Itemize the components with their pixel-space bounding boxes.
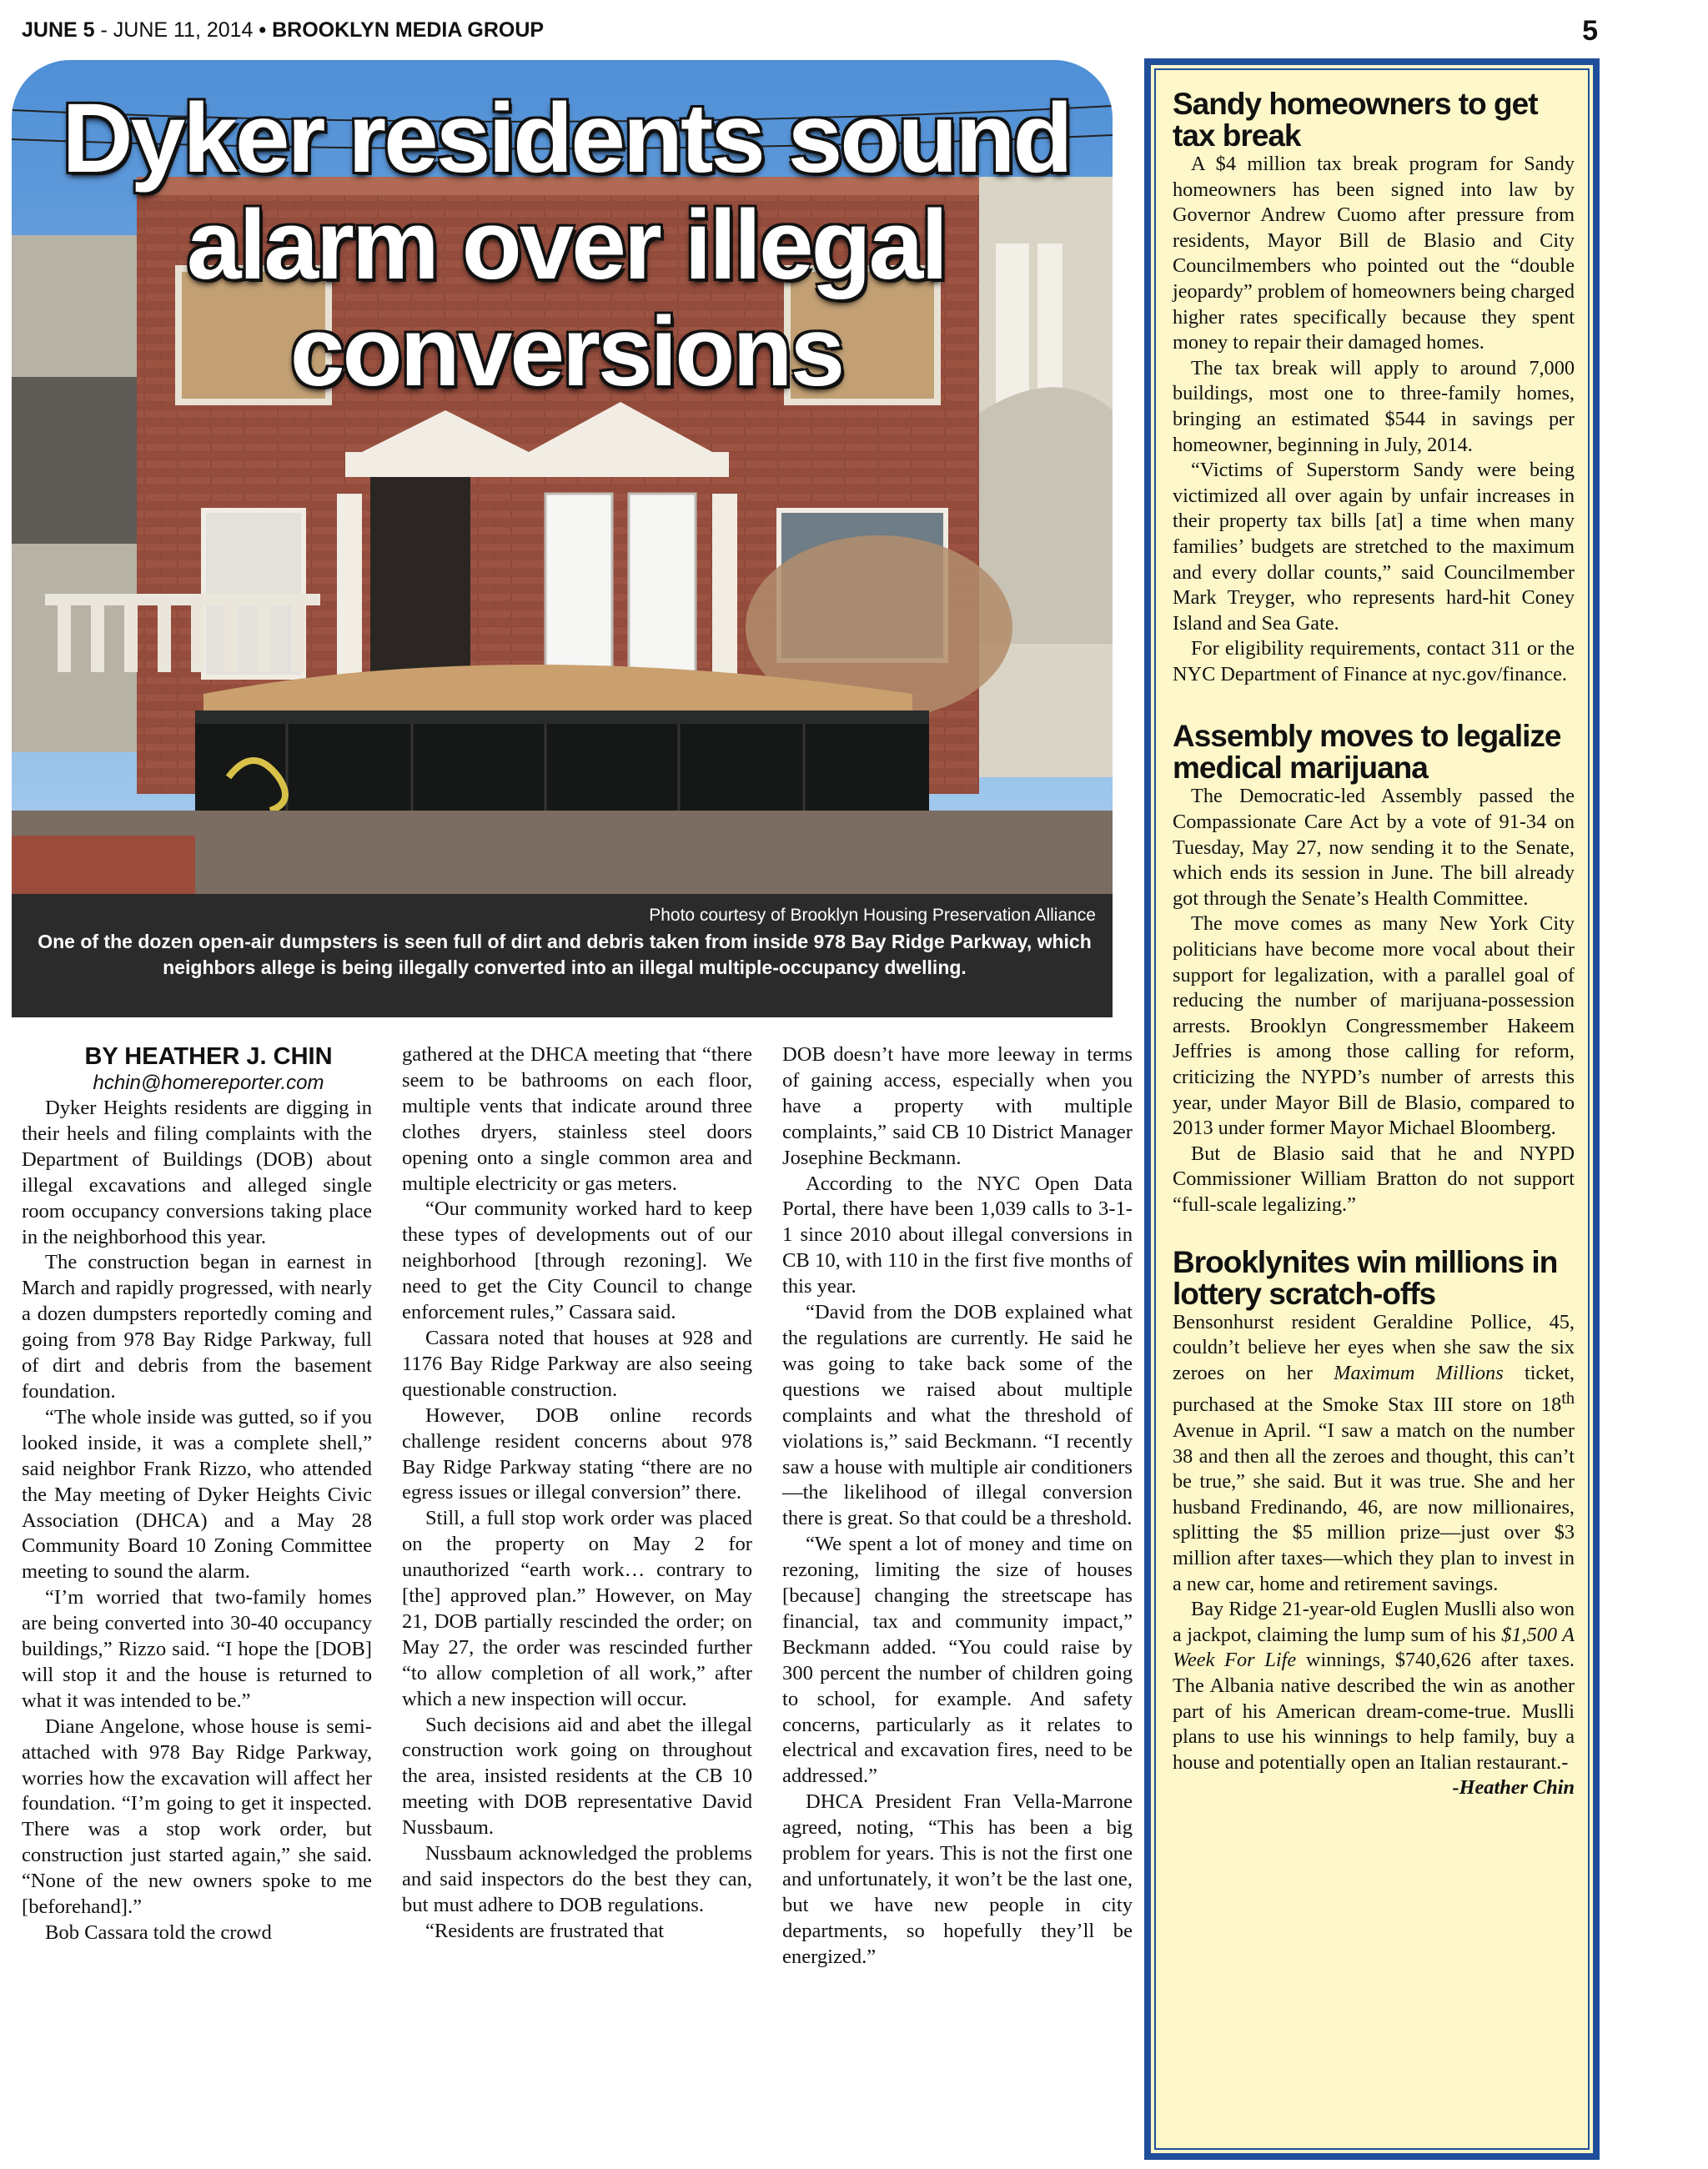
ordinal-suffix: th — [1561, 1389, 1575, 1408]
paragraph: gathered at the DHCA meeting that “there seem to be bathrooms on each floor, multiple vents that indicate around three clothes dryers, stainless steel doors opening onto a single common area and multiple electricity or gas meters. — [402, 1043, 752, 1195]
brief-title-marijuana: Assembly moves to legalize medical marijuana — [1173, 719, 1561, 786]
game-name: Maximum Millions — [1334, 1361, 1504, 1384]
paragraph: “We spent a lot of money and time on rezoning, limiting the size of houses [because] changing the streetscape has financial, tax and community impact,” Beckmann added. “You could raise by 300 percent the number of children going to school, for example. And safety concerns, particularly as it relates to electrical and excavation fires, need to be addressed.” — [782, 1533, 1133, 1788]
paragraph: “Victims of Superstorm Sandy were being victimized all over again by unfair increases in their property tax bills [at] a time when many families’ budgets are stretched to the maximum and every dollar counts,” said Councilmember Mark Treyger, who represents hard-hit Coney Island and Sea Gate. — [1173, 459, 1575, 635]
page-header — [22, 15, 1598, 48]
photo-credit: Photo courtesy of Brooklyn Housing Preservation Alliance — [649, 906, 1096, 925]
issue-date-end: - JUNE 11, 2014 — [94, 18, 254, 42]
text-run: Bay Ridge 21-year-old Euglen Muslli also won a jackpot, claiming the lump sum of his — [1173, 1598, 1575, 1646]
text-run: ticket, purchased at the Smoke Stax III store on 18 — [1173, 1361, 1575, 1417]
paragraph: Still, a full stop work order was placed on the property on May 2 for unauthorized “earth work… contrary to [the] approved plan.” However, on May 21, DOB partially rescinded the order; on May 27, the order was rescinded further “to allow completion of all work,” after which a new inspection will occur. — [402, 1507, 752, 1710]
paragraph: “Residents are frustrated that — [425, 1919, 665, 1942]
paragraph: Such decisions aid and abet the illegal construction work going on throughout the area, insisted residents at the CB 10 meeting with DOB representative David Nussbaum. — [402, 1713, 752, 1840]
paragraph: The move comes as many New York City politicians have become more vocal about their support for legalization, with a parallel goal of reducing the number of marijuana-possession arrests. Brooklyn Congressmember Hakeem Jeffries is among those calling for reform, criticizing the NYPD’s number of arrests this year, under Mayor Bill de Blasio, compared to 2013 under former Mayor Michael Bloomberg. — [1173, 912, 1575, 1140]
page-number: 5 — [1582, 15, 1598, 47]
photo-caption — [27, 929, 1103, 981]
photo-caption-box — [12, 894, 1113, 1017]
paragraph: Bob Cassara told the crowd — [45, 1921, 272, 1944]
paragraph: Diane Angelone, whose house is semi-attached with 978 Bay Ridge Parkway, worries how the excavation will affect her foundation. “I’m going to get it inspected. There was a stop work order, but construction just started again,” she said. “None of the new owners spoke to me [beforehand].” — [22, 1715, 372, 1919]
paragraph: However, DOB online records challenge resident concerns about 978 Bay Ridge Parkway stating “there are no egress issues or illegal conversion” there. — [402, 1403, 752, 1504]
text-run: Bensonhurst resident Geraldine Pollice, 45, couldn’t believe her eyes when she saw the six zeroes on her — [1173, 1310, 1575, 1384]
paragraph: “I’m worried that two-family homes are being converted into 30-40 occupancy buildings,” Rizzo said. “I hope the [DOB] will stop it and the house is returned to what it was intended to be.” — [22, 1586, 372, 1712]
caption-line-1: One of the dozen open-air dumpsters is seen full of dirt and debris taken from inside 978 Bay Ridge Parkway, which — [38, 931, 1092, 952]
signature: -Heather Chin — [1452, 1776, 1575, 1800]
article-column-2 — [402, 1042, 752, 1945]
paragraph: “The whole inside was gutted, so if you looked inside, it was a complete shell,” said neighbor Frank Rizzo, who attended the May meeting of Dyker Heights Civic Association (DHCA) and a May 28 Community Board 10 Zoning Committee meeting to sound the alarm. — [22, 1405, 372, 1584]
issue-info — [22, 18, 544, 43]
caption-line-2: neighbors allege is being illegally converted into an illegal multiple-occupancy dwelling. — [163, 956, 967, 978]
headline-line-2: alarm over illegal — [186, 190, 947, 300]
issue-date-start: JUNE 5 — [22, 18, 95, 42]
publication-name: BROOKLYN MEDIA GROUP — [272, 18, 545, 42]
news-briefs-sidebar — [1144, 58, 1600, 2160]
headline — [12, 85, 1113, 405]
byline: BY HEATHER J. CHIN — [84, 1043, 333, 1070]
paragraph: According to the NYC Open Data Portal, there have been 1,039 calls to 3-1-1 since 2010 about illegal conversions in CB 10, with 110 in the first five months of this year. — [782, 1172, 1133, 1298]
headline-line-1: Dyker residents sound — [62, 83, 1071, 193]
author-email: hchin@homereporter.com — [93, 1072, 324, 1094]
brief-title-lottery: Brooklynites win millions in lottery scratch-offs — [1173, 1244, 1558, 1311]
paragraph: Nussbaum acknowledged the problems and said inspectors do the best they can, but must adhere to DOB regulations. — [402, 1842, 752, 1916]
text-run: Avenue in April. “I saw a match on the number 38 and then all the zeroes and thought, this can’t be true,” she said. But it was true. She and her husband Fredinando, 46, are now millionaires, splitting the $5 million prize—just over $3 million after taxes—which they plan to invest in a new car, home and retirement savings. — [1173, 1419, 1575, 1595]
paragraph: A $4 million tax break program for Sandy homeowners has been signed into law by Governor Andrew Cuomo after pressure from residents, Mayor Bill de Blasio and City Councilmembers who pointed out the “double jeopardy” problem of homeowners being charged higher rates specifically because they spent money to repair their damaged homes. — [1173, 153, 1575, 354]
article-column-1 — [22, 1042, 372, 1946]
paragraph: DOB doesn’t have more leeway in terms of gaining access, especially when you have a property with multiple complaints,” said CB 10 District Manager Josephine Beckmann. — [782, 1043, 1133, 1169]
paragraph: “Our community worked hard to keep these types of developments out of our neighborhood [through rezoning]. We need to get the City Council to change enforcement rules,” Cassara said. — [402, 1197, 752, 1324]
paragraph: But de Blasio said that he and NYPD Commissioner William Bratton do not support “full-scale legalizing.” — [1173, 1142, 1575, 1216]
paragraph — [1173, 1310, 1575, 1598]
headline-line-3: conversions — [289, 297, 843, 407]
lead-photo — [12, 60, 1113, 894]
brief-title-sandy: Sandy homeowners to get tax break — [1173, 87, 1538, 153]
paragraph: “David from the DOB explained what the regulations are currently. He said he was going to take back some of the questions we raised about multiple complaints and what the threshold of violations is,” said Beckmann. “I recently saw a house with multiple air conditioners—the likelihood of illegal conversion there is great. So that could be a threshold. — [782, 1301, 1133, 1530]
paragraph: Dyker Heights residents are digging in their heels and filing complaints with the Department of Buildings (DOB) about illegal excavations and alleged single room occupancy conversions taking place in the neighborhood this year. — [22, 1097, 372, 1248]
paragraph: For eligibility requirements, contact 311 or the NYC Department of Finance at nyc.gov/finance. — [1173, 637, 1575, 685]
header-separator: • — [253, 18, 273, 42]
paragraph: Cassara noted that houses at 928 and 1176 Bay Ridge Parkway are also seeing questionable construction. — [402, 1326, 752, 1401]
paragraph: The tax break will apply to around 7,000 buildings, most one to three-family homes, bringing an estimated $544 in savings per homeowner, beginning in July, 2014. — [1173, 356, 1575, 456]
text-run: winnings, $740,626 after taxes. The Albania native described the win as another part of his American dream-come-true. Muslli plans to use his winnings to help family, buy a house and potentially open an Italian restaurant.- — [1173, 1649, 1575, 1774]
article-column-3 — [782, 1042, 1133, 1971]
paragraph — [1173, 1597, 1575, 1775]
game-name: $1,500 A Week For Life — [1173, 1623, 1575, 1672]
paragraph: The Democratic-led Assembly passed the Compassionate Care Act by a vote of 91-34 on Tuesday, May 27, now sending it to the Senate, which ends its session in June. The bill already got through the Senate’s Health Committee. — [1173, 785, 1575, 910]
paragraph: DHCA President Fran Vella-Marrone agreed, noting, “This has been a big problem for years. This is not the first one and unfortunately, it won’t be the last one, but we have new people in city departments, so hopefully they’ll be energized.” — [782, 1790, 1133, 1968]
paragraph: The construction began in earnest in March and rapidly progressed, with nearly a dozen dumpsters reportedly coming and going from 978 Bay Ridge Parkway, full of dirt and debris from the basement foundation. — [22, 1251, 372, 1403]
